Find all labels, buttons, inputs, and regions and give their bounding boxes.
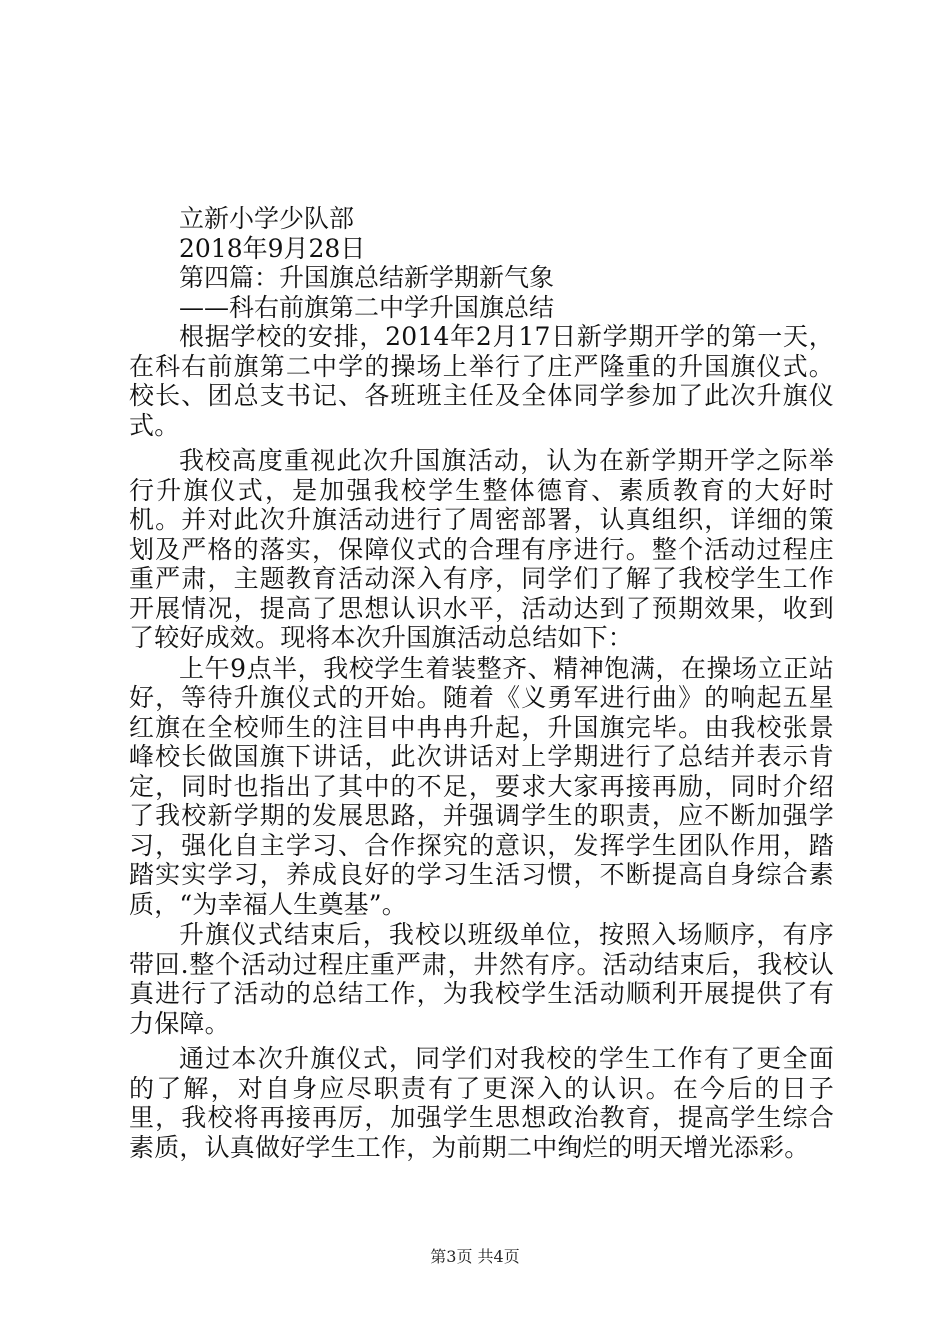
organization-name: 立新小学少队部 [179, 204, 355, 233]
section-subtitle: ——科右前旗第二中学升国旗总结 [179, 292, 555, 322]
document-date: 2018年9月28日 [179, 233, 366, 263]
body-paragraph: 根据学校的安排，2014年2月17日新学期开学的第一天，在科右前旗第二中学的操场上举行了庄严隆重的升国旗仪式。校长、团总支书记、各班班主任及全体同学参加了此次升旗仪式。 [129, 322, 834, 440]
body-paragraph: 通过本次升旗仪式，同学们对我校的学生工作有了更全面的了解，对自身应尽职责有了更深入的认识。在今后的日子里，我校将再接再厉，加强学生思想政治教育，提高学生综合素质，认真做好学生工作，为前期二中绚烂的明天增光添彩。 [129, 1044, 834, 1162]
body-paragraph: 我校高度重视此次升国旗活动，认为在新学期开学之际举行升旗仪式，是加强我校学生整体德育、素质教育的大好时机。并对此次升旗活动进行了周密部署，认真组织，详细的策划及严格的落实，保障仪式的合理有序进行。整个活动过程庄重严肃，主题教育活动深入有序，同学们了解了我校学生工作开展情况，提高了思想认识水平，活动达到了预期效果，收到了较好成效。现将本次升国旗活动总结如下： [129, 446, 834, 652]
body-paragraph: 升旗仪式结束后，我校以班级单位，按照入场顺序，有序带回.整个活动过程庄重严肃，井然有序。活动结束后，我校认真进行了活动的总结工作，为我校学生活动顺利开展提供了有力保障。 [129, 920, 834, 1038]
body-paragraph: 上午9点半，我校学生着装整齐、精神饱满，在操场立正站好，等待升旗仪式的开始。随着《义勇军进行曲》的响起五星红旗在全校师生的注目中冉冉升起，升国旗完毕。由我校张景峰校长做国旗下讲话，此次讲话对上学期进行了总结并表示肯定，同时也指出了其中的不足，要求大家再接再励，同时介绍了我校新学期的发展思路，并强调学生的职责，应不断加强学习，强化自主学习、合作探究的意识，发挥学生团队作用，踏踏实实学习，养成良好的学习生活习惯，不断提高自身综合素质，“为幸福人生奠基”。 [129, 653, 834, 919]
document-body [129, 204, 834, 1168]
section-title: 第四篇：升国旗总结新学期新气象 [179, 263, 555, 292]
page-number: 第3页 共4页 [430, 1247, 520, 1266]
